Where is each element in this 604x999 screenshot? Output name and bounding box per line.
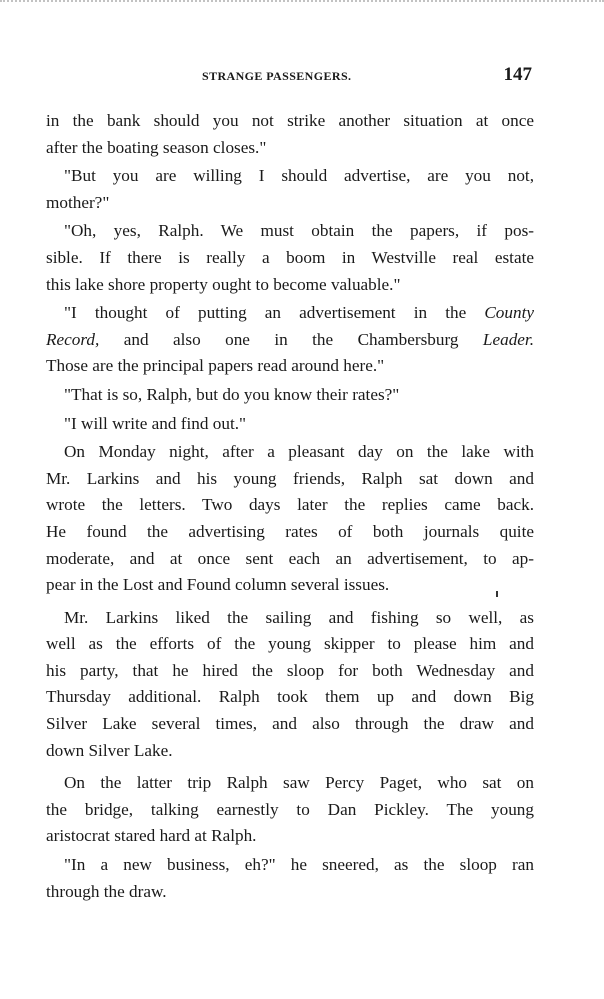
text-line: this lake shore property ought to become valuable.": [46, 274, 401, 294]
text-segment: "I thought of putting an advertisement in the: [64, 303, 485, 323]
text-line: wrote the letters. Two days later the replies came back.: [46, 495, 534, 515]
paragraph-8: [46, 605, 534, 765]
text-line: the bridge, talking earnestly to Dan Pickley. The young: [46, 799, 534, 819]
text-line: after the boating season closes.": [46, 137, 267, 157]
text-line: "That is so, Ralph, but do you know their rates?": [64, 384, 400, 404]
text-line: moderate, and at once sent each an advertisement, to ap-: [46, 548, 534, 568]
page-number: 147: [503, 64, 532, 85]
text-line: "But you are willing I should advertise, are you not,: [64, 166, 534, 186]
paragraph-2: [46, 163, 534, 216]
body-text: [46, 108, 534, 905]
text-line: down Silver Lake.: [46, 740, 173, 760]
paragraph-9: [46, 770, 534, 850]
text-line: Silver Lake several times, and also through the draw and: [46, 714, 534, 734]
text-line: Thursday additional. Ralph took them up and down Big: [46, 687, 534, 707]
ink-speck: [496, 591, 498, 597]
text-segment: and also one in the Chambersburg: [99, 329, 483, 349]
scan-edge-artifact: [0, 0, 604, 10]
text-line: On Monday night, after a pleasant day on the lake with: [64, 442, 534, 462]
text-line: mother?": [46, 192, 110, 212]
running-header: [46, 66, 534, 90]
text-line: through the draw.: [46, 881, 167, 901]
text-line: sible. If there is really a boom in Westville real estate: [46, 247, 534, 267]
text-line: "Oh, yes, Ralph. We must obtain the papers, if pos-: [64, 221, 534, 241]
paragraph-1: [46, 108, 534, 161]
text-line: Mr. Larkins and his young friends, Ralph sat down and: [46, 468, 534, 488]
paragraph-5: [46, 382, 534, 409]
italic-title-county: County: [484, 303, 534, 323]
text-line: his party, that he hired the sloop for both Wednesday and: [46, 660, 534, 680]
text-line: On the latter trip Ralph saw Percy Paget, who sat on: [64, 773, 534, 793]
text-line: "In a new business, eh?" he sneered, as the sloop ran: [64, 855, 534, 875]
italic-title-leader: Leader.: [482, 329, 534, 349]
italic-title-record: Record,: [46, 329, 100, 349]
text-line: in the bank should you not strike another situation at once: [46, 111, 534, 130]
text-line: pear in the Lost and Found column several issues.: [46, 575, 390, 595]
paragraph-7: [46, 439, 534, 599]
paragraph-3: [46, 218, 534, 298]
text-line: [46, 300, 534, 327]
paragraph-10: [46, 852, 534, 905]
running-title: STRANGE PASSENGERS.: [202, 69, 352, 83]
paragraph-6: [46, 411, 534, 438]
text-line: aristocrat stared hard at Ralph.: [46, 826, 257, 846]
text-line: Those are the principal papers read around here.": [46, 356, 385, 376]
text-line: [46, 327, 534, 354]
text-line: Mr. Larkins liked the sailing and fishing so well, as: [64, 607, 534, 627]
text-line: He found the advertising rates of both journals quite: [46, 521, 534, 541]
text-line: "I will write and find out.": [64, 413, 247, 433]
paragraph-4: [46, 300, 534, 380]
text-line: well as the efforts of the young skipper to please him and: [46, 634, 534, 654]
